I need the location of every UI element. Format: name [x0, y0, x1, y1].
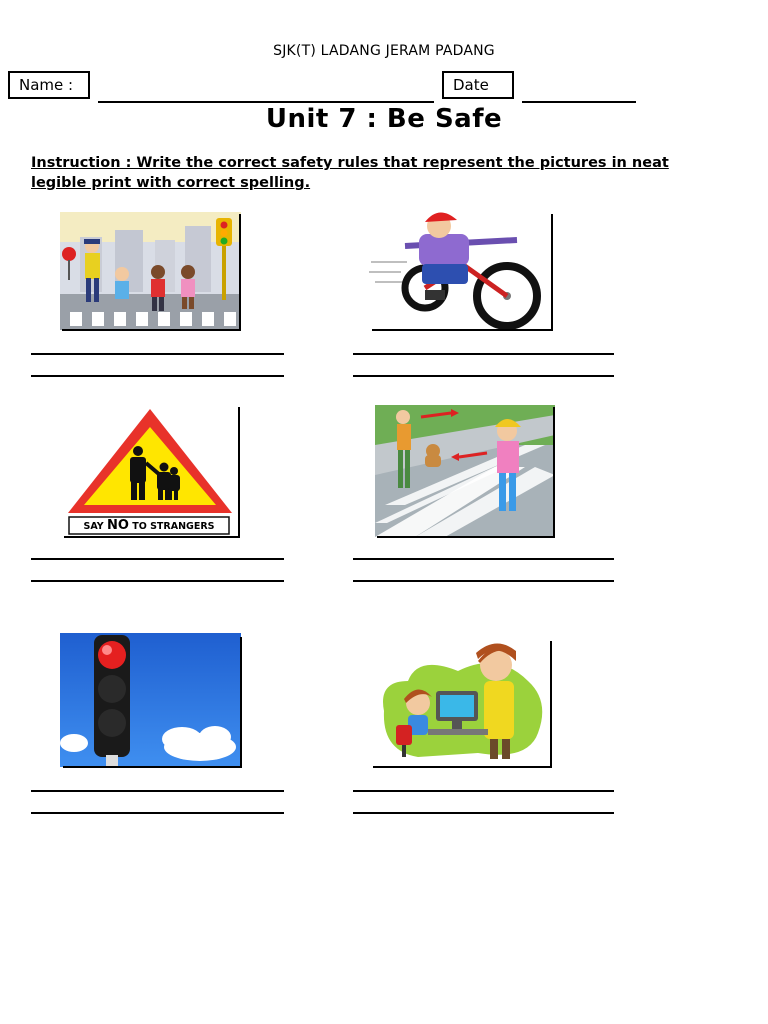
- sign-caption-no: NO: [106, 518, 129, 533]
- stranger-danger-sign-picture: [60, 405, 240, 537]
- answer-line[interactable]: [31, 558, 284, 560]
- answer-line[interactable]: [31, 812, 284, 814]
- sign-caption-post: TO STRANGERS: [128, 521, 215, 532]
- answer-line[interactable]: [353, 375, 614, 377]
- answer-line[interactable]: [31, 580, 284, 582]
- instruction: [31, 153, 731, 193]
- answer-line[interactable]: [353, 353, 614, 355]
- answer-line[interactable]: [353, 790, 614, 792]
- answer-line[interactable]: [353, 558, 614, 560]
- answer-line[interactable]: [353, 580, 614, 582]
- computer-supervision-picture: [378, 641, 551, 767]
- school-name: SJK(T) LADANG JERAM PADANG: [273, 43, 495, 59]
- answer-line[interactable]: [31, 375, 284, 377]
- answer-line[interactable]: [353, 812, 614, 814]
- zebra-crossing-picture: [375, 405, 555, 537]
- answer-line[interactable]: [31, 790, 284, 792]
- date-label: Date: [442, 71, 514, 99]
- answer-line[interactable]: [31, 353, 284, 355]
- sign-caption-pre: SAY: [83, 521, 107, 532]
- traffic-light-picture: [60, 633, 241, 767]
- name-label: Name :: [8, 71, 90, 99]
- sign-caption: [72, 518, 226, 534]
- worksheet-title: Unit 7 : Be Safe: [265, 104, 503, 134]
- date-answer-line[interactable]: [522, 101, 636, 103]
- name-answer-line[interactable]: [98, 101, 434, 103]
- instruction-line-2: legible print with correct spelling.: [31, 175, 311, 191]
- instruction-line-1: Instruction : Write the correct safety rules that represent the pictures in neat: [31, 155, 669, 171]
- crossing-guard-picture: [60, 212, 241, 330]
- bicycle-helmet-picture: [367, 206, 553, 330]
